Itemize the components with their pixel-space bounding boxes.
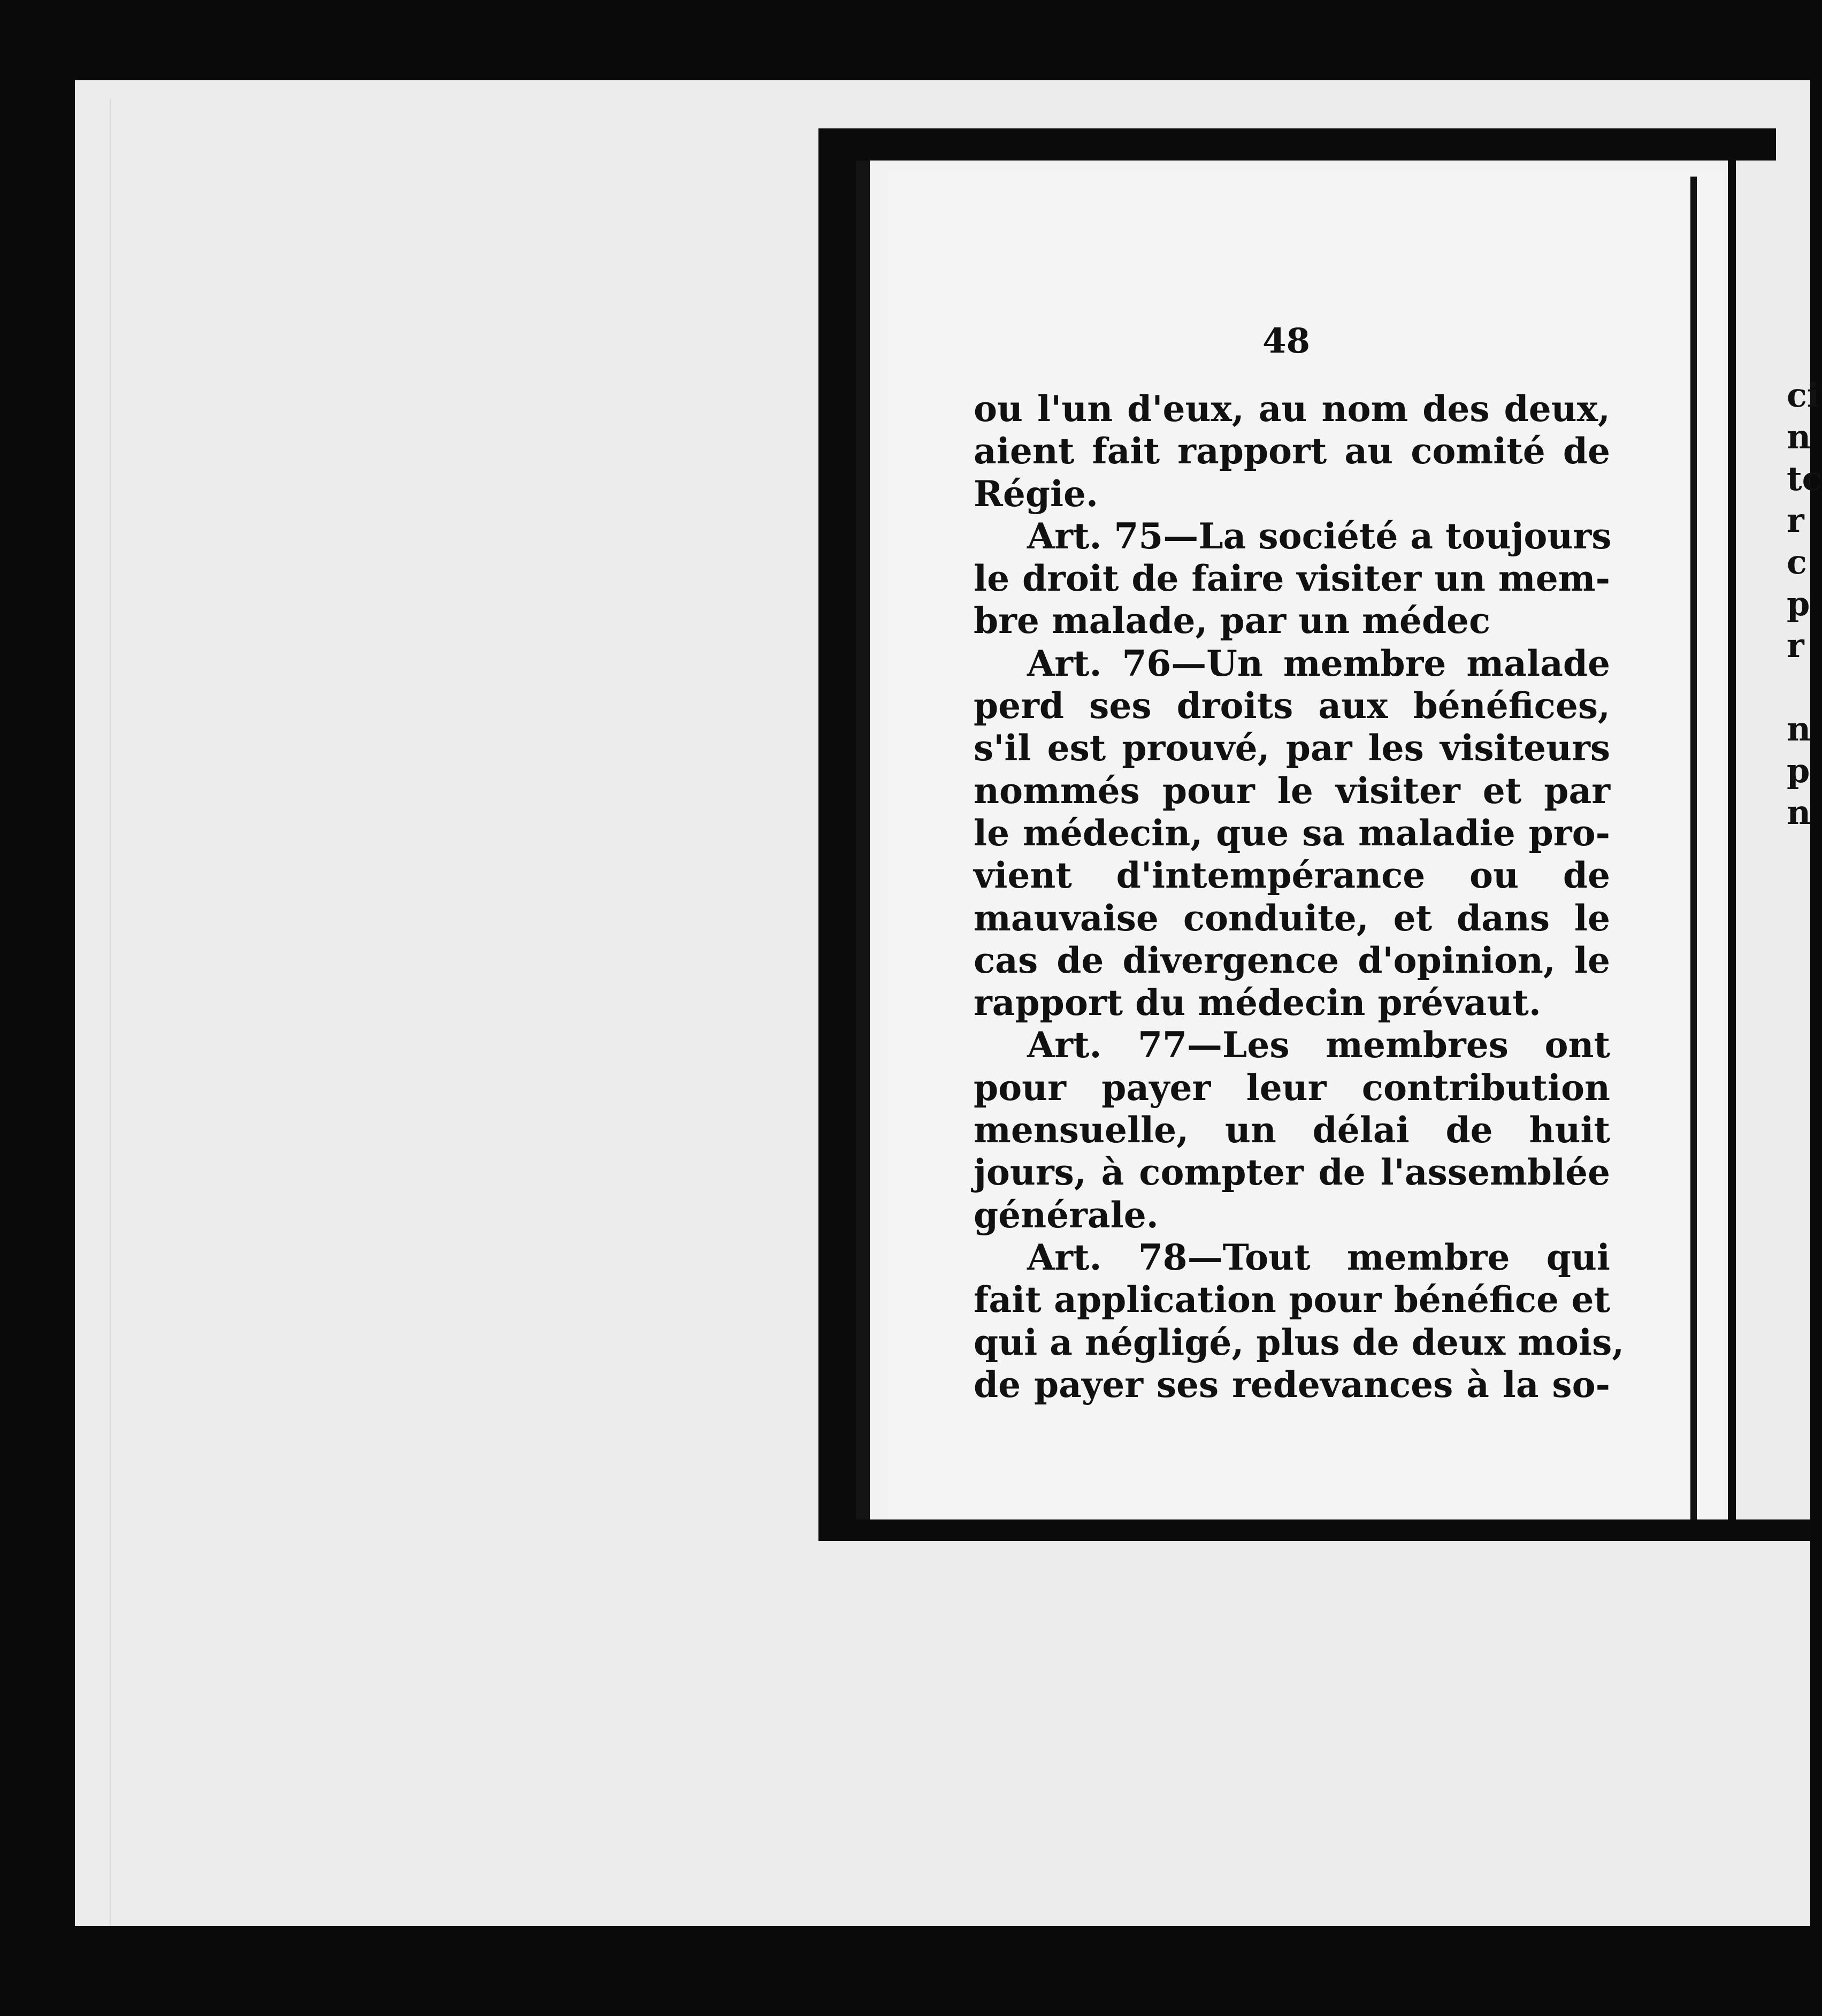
page-number: 48 <box>1262 321 1311 361</box>
text-line: aient fait rapport au comité de <box>974 430 1610 472</box>
text-line: ou l'un d'eux, au nom des deux, <box>974 388 1610 430</box>
next-page-fragment <box>1787 667 1810 708</box>
page-gutter-line <box>1690 177 1697 1525</box>
next-page <box>1736 161 1822 1519</box>
text-line: bre malade, par un médec <box>974 600 1491 642</box>
next-page-fragment: p <box>1787 751 1810 790</box>
text-line: mensuelle, un délai de huit <box>974 1109 1610 1151</box>
text-line: mauvaise conduite, et dans le <box>974 897 1610 939</box>
scan-edge-line <box>110 99 111 2016</box>
text-line: le droit de faire visiter un mem- <box>974 558 1610 600</box>
next-page-fragment: p <box>1787 584 1810 623</box>
scan-bottom-margin <box>0 1926 1810 2016</box>
text-line: Art. 78—Tout membre qui <box>1027 1236 1610 1278</box>
text-line: perd ses droits aux bénéfices, <box>974 685 1610 727</box>
next-page-fragment: n <box>1787 417 1811 456</box>
page-text <box>974 388 1625 1406</box>
text-line: vient d'intempérance ou de <box>974 854 1610 897</box>
text-line: générale. <box>974 1194 1159 1236</box>
text-line: s'il est prouvé, par les visiteurs <box>974 727 1610 769</box>
text-line: pour payer leur contribution <box>974 1066 1610 1109</box>
text-line: jours, à compter de l'assemblée <box>974 1151 1610 1194</box>
next-page-corner <box>1776 96 1810 171</box>
text-line: qui a négligé, plus de deux mois, <box>974 1321 1625 1363</box>
next-page-fragment: n <box>1787 793 1811 832</box>
text-line: fait application pour bénéfice et <box>974 1279 1610 1321</box>
text-line: Art. 76—Un membre malade <box>1027 642 1610 684</box>
text-line: Art. 77—Les membres ont <box>1027 1024 1610 1066</box>
next-page-fragment: tc <box>1787 459 1822 498</box>
text-line: le médecin, que sa maladie pro- <box>974 812 1610 854</box>
text-line: Régie. <box>974 472 1099 515</box>
text-line: Art. 75—La société a toujours <box>1027 515 1612 557</box>
text-line: de payer ses redevances à la so- <box>974 1363 1610 1406</box>
text-line: rapport du médecin prévaut. <box>974 982 1541 1024</box>
next-page-text <box>1787 375 1822 834</box>
next-page-fragment: ci <box>1787 376 1820 415</box>
book-bottom-edge <box>818 1519 1810 1541</box>
next-page-fragment: n <box>1787 709 1811 749</box>
next-page-fragment: r <box>1787 501 1804 540</box>
next-page-fragment: r <box>1787 626 1804 665</box>
next-page-fragment: c <box>1787 543 1807 582</box>
text-line: cas de divergence d'opinion, le <box>974 939 1610 981</box>
text-line: nommés pour le visiter et par <box>974 769 1610 812</box>
